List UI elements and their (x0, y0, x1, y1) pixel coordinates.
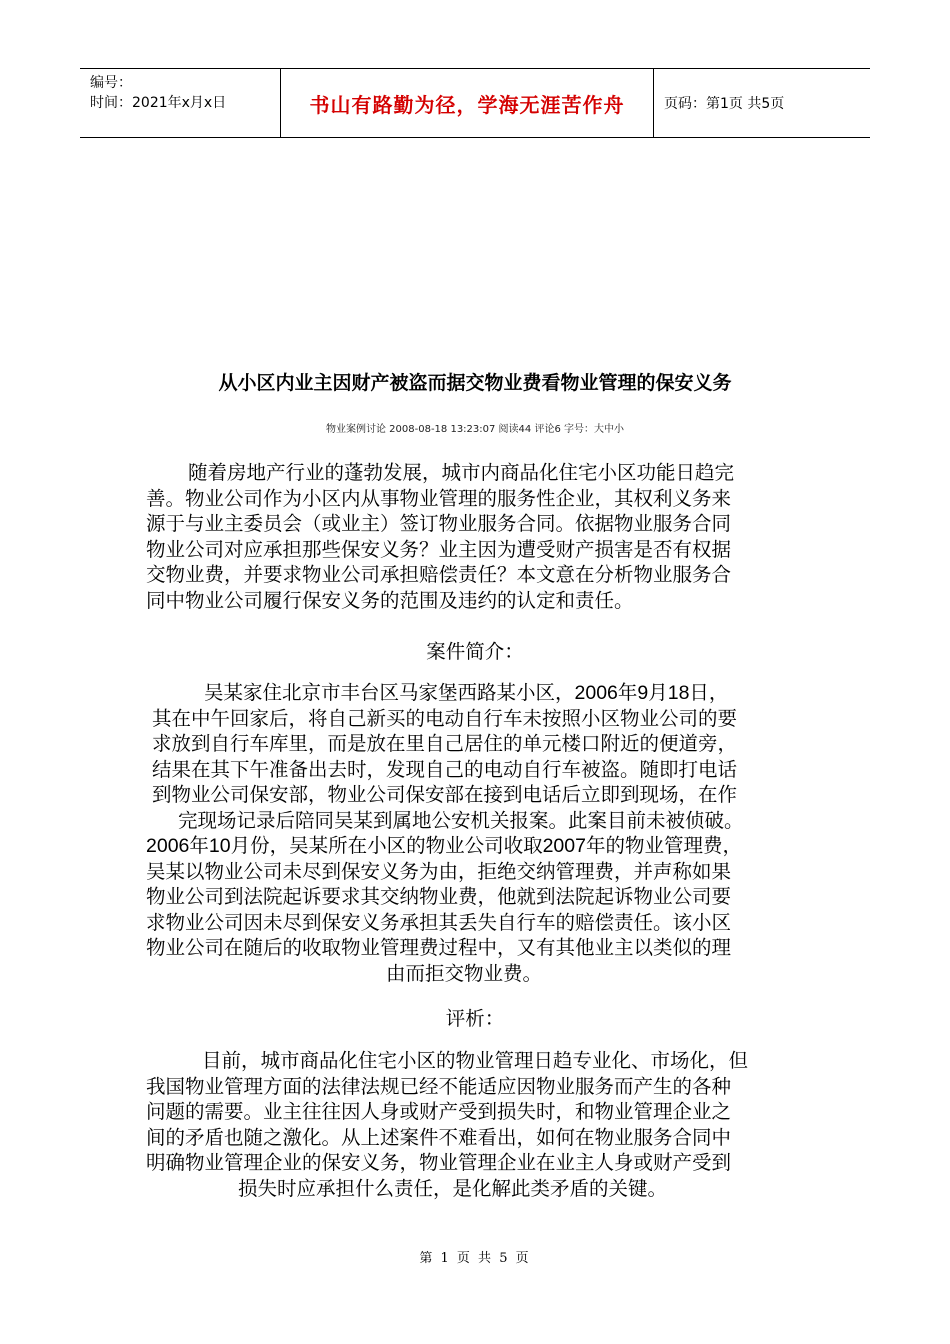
text-line: 同中物业公司履行保安义务的范围及违约的认定和责任。 (146, 589, 634, 612)
analysis-heading: 评析： (445, 1008, 505, 1030)
text-line: 求物业公司因未尽到保安义务承担其丢失自行车的赔偿责任。该小区 (146, 911, 732, 934)
number-label: 编号： (90, 75, 132, 91)
text-line: 善。物业公司作为小区内从事物业管理的服务性企业，其权利义务来 (146, 487, 732, 510)
text-line: 问题的需要。业主往往因人身或财产受到损失时，和物业管理企业之 (146, 1101, 732, 1123)
text-line: 由而拒交物业费。 (386, 962, 543, 985)
text-line: 2006年10月份，吴某所在小区的物业公司收取2007年的物业管理费， (146, 835, 742, 857)
case-paragraph (146, 681, 806, 987)
text-line: 到物业公司保安部，物业公司保安部在接到电话后立即到现场，在作 (152, 784, 738, 806)
document-title: 从小区内业主因财产被盗而据交物业费看物业管理的保安义务 (218, 372, 732, 394)
text-line: 间的矛盾也随之激化。从上述案件不难看出，如何在物业服务合同中 (146, 1126, 732, 1149)
header-motto: 书山有路勤为径，学海无涯苦作舟 (281, 69, 654, 137)
text-line: 随着房地产行业的蓬勃发展，城市内商品化住宅小区功能日趋完 (188, 462, 735, 484)
text-line: 物业公司对应承担那些保安义务？业主因为遭受财产损害是否有权据 (146, 538, 732, 561)
text-line: 其在中午回家后，将自己新买的电动自行车未按照小区物业公司的要 (152, 707, 738, 730)
text-line: 源于与业主委员会（或业主）签订物业服务合同。依据物业服务合同 (146, 513, 732, 535)
time-label: 时间：2021年x月x日 (90, 95, 227, 111)
text-line: 明确物业管理企业的保安义务，物业管理企业在业主人身或财产受到 (146, 1152, 732, 1174)
analysis-paragraph (146, 1049, 806, 1202)
text-line: 求放到自行车库里，而是放在里自己居住的单元楼口附近的便道旁， (152, 733, 738, 755)
text-line: 完现场记录后陪同吴某到属地公安机关报案。此案目前未被侦破。 (178, 809, 744, 832)
text-line: 我国物业管理方面的法律法规已经不能适应因物业服务而产生的各种 (146, 1075, 732, 1098)
text-line: 吴某以物业公司未尽到保安义务为由，拒绝交纳管理费，并声称如果 (146, 860, 732, 883)
header-page-info: 页码：第1页 共5页 (664, 96, 785, 112)
text-line: 目前，城市商品化住宅小区的物业管理日趋专业化、市场化，但 (202, 1050, 749, 1072)
text-line: 结果在其下午准备出去时，发现自己的电动自行车被盗。随即打电话 (152, 758, 738, 781)
text-line: 吴某家住北京市丰台区马家堡西路某小区，2006年9月18日， (204, 682, 729, 704)
text-line: 交物业费，并要求物业公司承担赔偿责任？本文意在分析物业服务合 (146, 564, 732, 586)
page-footer: 第 1 页 共 5 页 (419, 1251, 531, 1266)
text-line: 物业公司到法院起诉要求其交纳物业费，他就到法院起诉物业公司要 (146, 886, 732, 908)
text-line: 物业公司在随后的收取物业管理费过程中，又有其他业主以类似的理 (146, 937, 732, 959)
article-meta: 物业案例讨论 2008-08-18 13:23:07 阅读44 评论6 字号：大中小 (325, 424, 624, 435)
case-heading: 案件简介： (426, 641, 524, 663)
document-header (80, 68, 870, 138)
intro-paragraph (146, 461, 806, 614)
text-line: 损失时应承担什么责任，是化解此类矛盾的关键。 (238, 1177, 668, 1200)
header-info-cell (80, 69, 281, 137)
